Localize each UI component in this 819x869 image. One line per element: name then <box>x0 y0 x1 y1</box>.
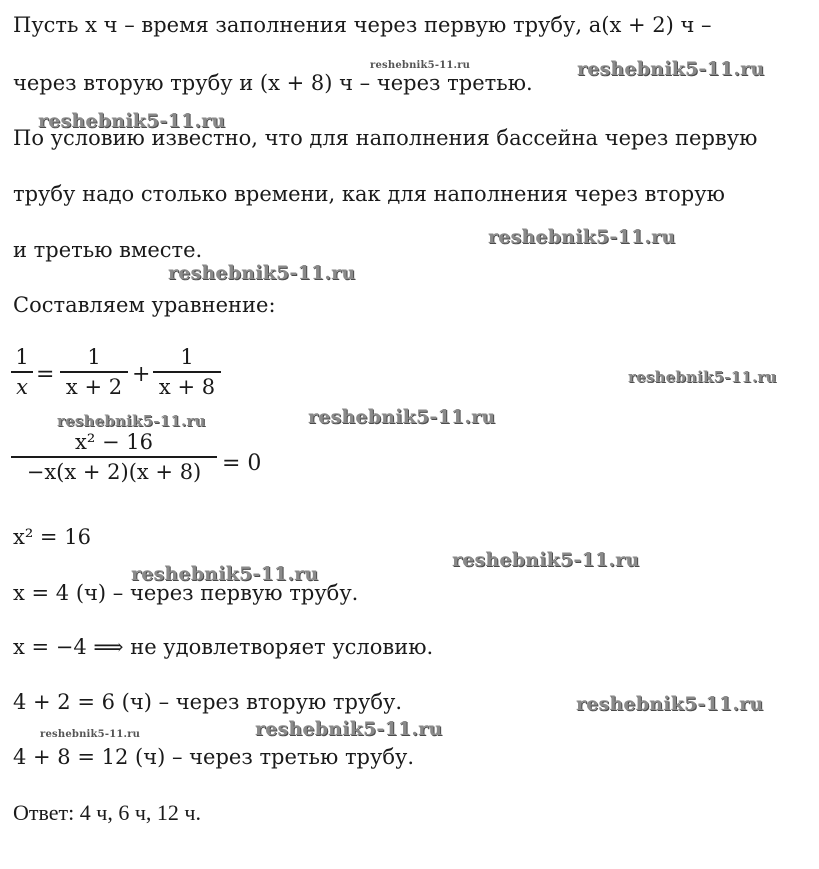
fraction-second <box>60 345 128 399</box>
watermark: reshebnik5-11.ru <box>628 368 777 386</box>
fraction-simplified <box>11 430 217 484</box>
text-line-3: По условию известно, что для наполнения бассейна через первую <box>13 126 758 150</box>
watermark: reshebnik5-11.ru <box>577 58 765 80</box>
fraction-bar <box>11 456 217 458</box>
fraction-third-numerator: 1 <box>180 345 194 369</box>
fraction-lhs-numerator: 1 <box>15 345 29 369</box>
text-line-1: Пусть x ч – время заполнения через первую трубу, а(x + 2) ч – <box>13 13 712 37</box>
watermark: reshebnik5-11.ru <box>131 563 319 585</box>
watermark: reshebnik5-11.ru <box>308 406 496 428</box>
text-line-5: и третью вместе. <box>13 238 203 262</box>
watermark: reshebnik5-11.ru <box>38 110 226 132</box>
fraction-lhs-denominator: x <box>16 374 28 399</box>
watermark: reshebnik5-11.ru <box>370 60 471 71</box>
watermark: reshebnik5-11.ru <box>255 718 443 740</box>
watermark: reshebnik5-11.ru <box>40 729 141 740</box>
eq-negative-root: x = −4 ⟹ не удовлетворяет условию. <box>13 635 434 659</box>
watermark: reshebnik5-11.ru <box>168 262 356 284</box>
equals-zero: = 0 <box>222 451 262 476</box>
eq-x-squared: x² = 16 <box>13 525 91 549</box>
fraction-second-denominator: x + 2 <box>65 374 123 399</box>
eq-first-pipe: x = 4 (ч) – через первую трубу. <box>13 581 359 605</box>
eq-third-pipe: 4 + 8 = 12 (ч) – через третью трубу. <box>13 745 415 769</box>
answer: Ответ: 4 ч, 6 ч, 12 ч. <box>13 800 201 825</box>
watermark: reshebnik5-11.ru <box>576 693 764 715</box>
fraction-third-denominator: x + 8 <box>158 374 216 399</box>
equals-sign: = <box>36 362 55 387</box>
fraction-third <box>153 345 221 399</box>
fraction-second-numerator: 1 <box>87 345 101 369</box>
fraction-bar <box>11 371 33 373</box>
plus-sign: + <box>132 362 151 387</box>
text-line-4: трубу надо столько времени, как для наполнения через вторую <box>13 182 725 206</box>
fraction-bar <box>153 371 221 373</box>
text-line-6: Составляем уравнение: <box>13 293 276 317</box>
fraction-lhs <box>11 345 33 399</box>
fraction-bar <box>60 371 128 373</box>
text-line-2: через вторую трубу и (x + 8) ч – через третью. <box>13 71 533 95</box>
watermark: reshebnik5-11.ru <box>57 412 206 430</box>
watermark: reshebnik5-11.ru <box>488 226 676 248</box>
watermark: reshebnik5-11.ru <box>452 549 640 571</box>
fraction-simplified-denominator: −x(x + 2)(x + 8) <box>26 459 202 484</box>
fraction-simplified-numerator: x² − 16 <box>75 430 153 454</box>
eq-second-pipe: 4 + 2 = 6 (ч) – через вторую трубу. <box>13 690 403 714</box>
